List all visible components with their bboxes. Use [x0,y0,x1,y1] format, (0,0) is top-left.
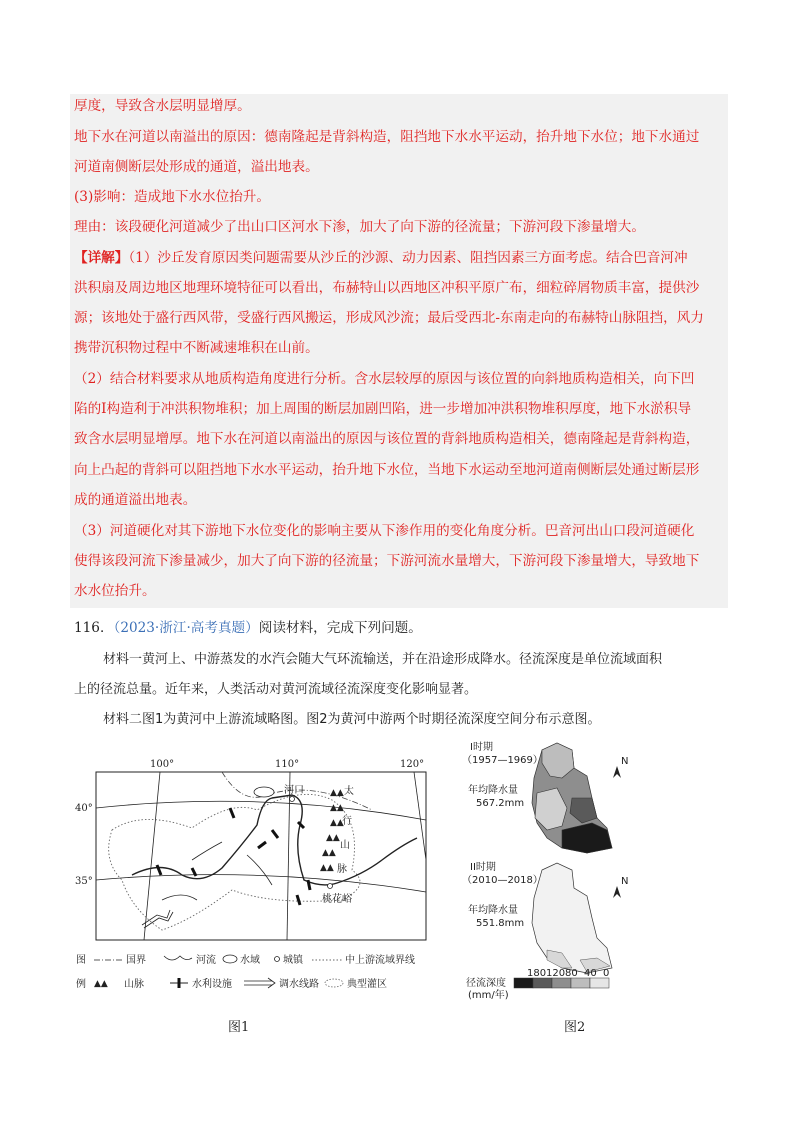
material-line: 上的径流总量。近年来，人类活动对黄河流域径流深度变化影响显著。 [74,682,478,697]
period1-name: I时期 [470,742,493,753]
period1-rain-label: 年均降水量 [468,785,518,796]
water-legend-symbol [223,955,237,963]
answer-line: 河道南侧断层处形成的通道，溢出地表。 [74,159,319,175]
water-facility-icon [308,880,310,890]
lon-label: 120° [400,759,425,770]
material-line: 材料一黄河上、中游蒸发的水汽会随大气环流输送，并在沿途形成降水。径流深度是单位流域面积 [103,652,663,667]
mountain-icon: ▲▲ [320,863,334,873]
town-icon [328,884,333,889]
figure2-caption: 图2 [564,1020,586,1035]
legend-label: 国界 [126,955,146,966]
answer-line: (3)影响：造成地下水水位抬升。 [74,189,270,205]
period2-rain-value: 551.8mm [476,918,525,929]
detail-line: 使得该段河流下渗量减少，加大了向下游的径流量；下游河流水量增大，下游河段下渗量增大，导致地下 [74,553,700,569]
legend-label: 水利设施 [192,979,232,990]
lon-label: 100° [150,759,175,770]
depth-legend-swatch [533,978,552,988]
mountain-icon: ▲▲ [330,818,344,828]
town-legend-symbol [275,957,280,962]
question-header [74,619,734,637]
question-source: （2023·浙江·高考真题） [113,620,259,636]
legend-label: 典型灌区 [347,979,387,990]
depth-legend-tick: 120 [546,968,566,979]
depth-legend-swatch [571,978,590,988]
legend-label: 水域 [240,955,260,966]
water-body-icon [254,787,274,797]
figure2-maps [462,738,632,1000]
depth-legend-tick: 40 [584,968,597,979]
legend-label: 图 [76,955,86,966]
compass-arrow [613,766,621,778]
depth-legend-swatches [514,978,609,988]
figure1-caption: 图1 [228,1020,250,1035]
legend-label: 城镇 [283,955,303,966]
detail-line: 源；该地处于盛行西风带，受盛行西风搬运，形成风沙流；最后受西北-东南走向的布赫特山脉阻挡，风力 [74,310,704,326]
detail-line: 成的通道溢出地表。 [74,492,197,508]
period2-rain-label: 年均降水量 [468,905,518,916]
detail-line: 携带沉积物过程中不断减速堆积在山前。 [74,340,319,356]
period1-rain-value: 567.2mm [476,798,525,809]
river-legend-symbol [164,956,192,960]
depth-legend-tick: 80 [565,968,578,979]
mountain-icon: ▲▲ [330,803,344,813]
question-number: 116． [74,620,114,636]
detail-line: 向上凸起的背斜可以阻挡地下水水平运动，抬升地下水位，当地下水运动至地河道南侧断层处通过断层形 [74,462,700,478]
mountain-name-char: 脉 [337,864,347,875]
legend-unit: (mm/年) [468,990,509,1000]
mountain-icon: ▲▲ [326,833,340,843]
depth-legend-swatch [514,978,533,988]
compass-arrow [613,886,621,898]
diversion-legend-symbol [244,978,275,988]
detail-line: 致含水层明显增厚。地下水在河道以南溢出的原因与该位置的背斜地质构造相关，德南隆起是背斜构造， [74,431,700,447]
depth-legend-swatch [590,978,609,988]
mountain-name-char: 山 [340,840,350,851]
legend-title: 径流深度 [466,978,506,989]
compass-label: N [621,876,629,887]
period2-map [532,863,612,973]
answer-line: 地下水在河道以南溢出的原因：德南隆起是背斜构造，阻挡地下水水平运动，抬升地下水位；地下水通过 [74,129,700,145]
period1-years: （1957—1969） [462,755,543,766]
lat-label: 35° [75,876,93,887]
place-label: 桃花峪 [322,894,352,905]
legend-label: 例 [76,979,86,990]
depth-legend-tick: 180 [527,968,547,979]
mountain-name-char: 行 [342,816,352,827]
question-prompt: 阅读材料，完成下列问题。 [258,620,422,636]
compass-icon [613,756,628,778]
answer-line: 厚度，导致含水层明显增厚。 [74,98,251,114]
legend-label: 调水线路 [279,979,319,990]
detail-line: 洪积扇及周边地区地理环境特征可以看出，布赫特山以西地区冲积平原广布，细粒碎屑物质丰富，提供沙 [74,280,700,296]
detail-line: 水水位抬升。 [74,583,156,599]
irrigation-legend-symbol [325,979,343,987]
mountain-icon: ▲▲ [330,788,344,798]
lat-label: 40° [75,803,93,814]
figure1-map [72,750,442,1010]
lon-label: 110° [275,759,300,770]
material-line: 材料二图1为黄河中上游流域略图。图2为黄河中游两个时期径流深度空间分布示意图。 [103,712,601,727]
answer-line: 理由：该段硬化河道减少了出山口区河水下渗，加大了向下游的径流量；下游河段下渗量增大。 [74,219,645,235]
mountain-legend-symbol: ▲▲ [94,979,108,989]
detail-tag: 【详解】 [74,250,129,266]
legend-label: 中上游流域界线 [345,955,415,966]
period2-name: II时期 [470,862,496,873]
legend-label: 山脉 [124,979,144,990]
detail-line: （3）河道硬化对其下游地下水位变化的影响主要从下渗作用的变化角度分析。巴音河出山口段河道硬化 [74,523,695,539]
town-icon [290,797,295,802]
detail-line: 陷的I构造利于冲洪积物堆积；加上周围的断层加剧凹陷，进一步增加冲洪积物堆积厚度，地下水淤积导 [74,401,692,417]
legend-label: 河流 [196,955,216,966]
compass-icon [613,876,628,898]
detail-line [74,249,734,267]
detail-text: （1）沙丘发育原因类问题需要从沙丘的沙源、动力因素、阻挡因素三方面考虑。结合巴音河冲 [128,250,688,266]
depth-legend-swatch [552,978,571,988]
period2-years: （2010—2018） [462,875,543,886]
compass-label: N [621,756,629,767]
mountain-icon: ▲▲ [322,848,336,858]
place-label: 河口 [284,785,304,796]
depth-legend-tick: 0 [603,968,610,979]
detail-line: （2）结合材料要求从地质构造角度进行分析。含水层较厚的原因与该位置的向斜地质构造相关，向下凹 [74,371,695,387]
mountain-name-char: 太 [344,786,354,797]
